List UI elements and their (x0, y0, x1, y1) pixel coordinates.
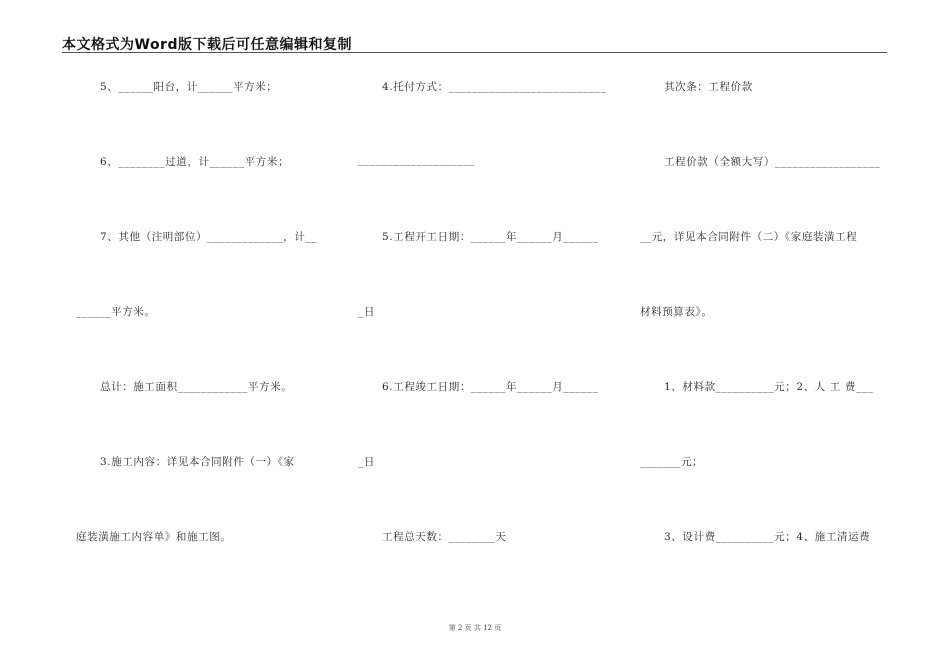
text-line: __元，详见本合同附件（二）《家庭装潢工程 (640, 231, 858, 243)
text-line: ____________________ (358, 154, 475, 166)
text-line: 3.施工内容：详见本合同附件（一）《家 (100, 456, 295, 468)
text-line: ______平方米。 (76, 306, 156, 318)
text-line: 庭装潢施工内容单》和施工图。 (76, 531, 232, 543)
document-header-title: 本文格式为Word版下载后可任意编辑和复制 (62, 37, 352, 53)
text-line: 6.工程竣工日期：______年______月______ (382, 381, 599, 393)
text-line: 5、______阳台，计______平方米； (100, 81, 278, 93)
text-line: _日 (358, 306, 375, 318)
text-line: _______元； (640, 456, 704, 468)
text-line: 4.托付方式：___________________________ (382, 81, 607, 93)
text-line: 6、________过道，计______平方米； (100, 156, 290, 168)
text-line: 5.工程开工日期：______年______月______ (382, 231, 599, 243)
text-line: 总计：施工面积____________平方米。 (100, 381, 293, 393)
text-line: 1、材料款__________元；2、人 工 费___ (664, 381, 874, 393)
header-divider (62, 52, 887, 53)
text-line: 工程总天数：________天 (382, 531, 507, 543)
text-line: 材料预算表》。 (640, 306, 713, 318)
text-line: 其次条：工程价款 (664, 81, 753, 93)
text-line: 工程价款（全额大写）__________________ (664, 156, 881, 168)
text-line: _日 (358, 456, 375, 468)
page-number: 第 2 页 共 12 页 (448, 624, 502, 632)
text-line: 3、设计费__________元；4、施工清运费 (664, 531, 871, 543)
text-line: 7、其他（注明部位）_____________，计__ (100, 231, 318, 243)
